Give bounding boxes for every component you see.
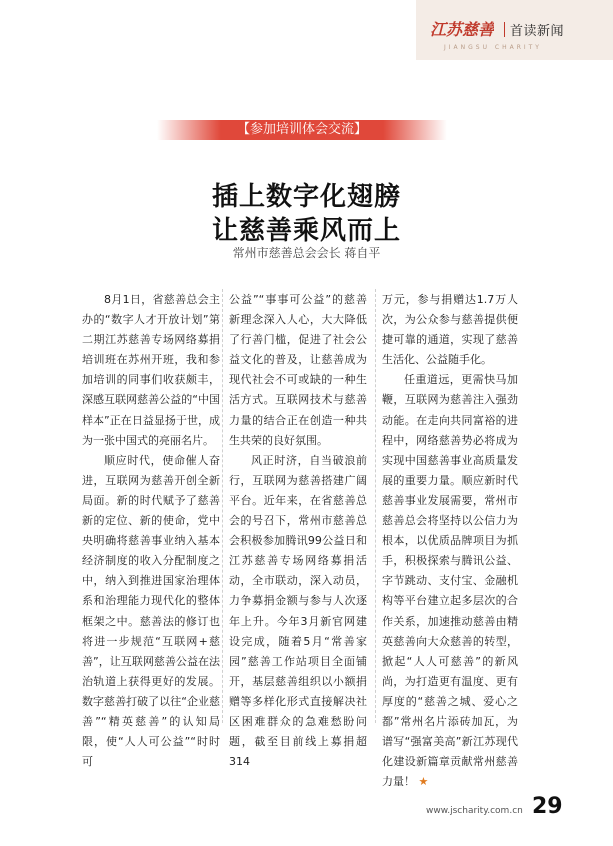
header-banner: [416, 0, 613, 60]
paragraph: [382, 370, 518, 792]
jiangsu-charity-logo: [430, 18, 494, 40]
end-star-icon: ★: [418, 775, 429, 789]
column-divider: [375, 289, 376, 723]
article-title-line-2: 让慈善乘风而上: [211, 216, 401, 246]
page-number: 29: [532, 794, 563, 819]
paragraph: 公益”“事事可公益”的慈善新理念深入人心，大大降低了行善门槛，促进了社会公益文化的普及，让慈善成为现代社会不可或缺的一种生活方式。互联网技术与慈善力量的结合正在创造一种共生共荣的良好氛围。: [229, 293, 367, 447]
article-column-2: [229, 290, 367, 772]
footer-url: www.jscharity.com.cn: [426, 806, 523, 816]
paragraph-text: 任重道远，更需快马加鞭，互联网为慈善注入强劲动能。在走向共同富裕的进程中，网络慈善势必将成为实现中国慈善事业高质量发展的重要力量。顺应新时代慈善事业发展需要，常州市慈善总会将坚持以公信力为根本，以优质品牌项目为抓手，积极探索与腾讯公益、字节跳动、支付宝、金融机构等平台建立起多层次的合作关系，加速推动慈善由精英慈善向大众慈善的转型，掀起“人人可慈善”的新风尚，为打造更有温度、更有厚度的“慈善之城、爱心之都”常州名片添砖加瓦，为谱写“强富美高”新江苏现代化建设新篇章贡献常州慈善力量！: [382, 373, 518, 789]
section-label: 首读新闻: [510, 24, 565, 39]
brand-romanized: JIANGSU CHARITY: [444, 44, 542, 51]
paragraph: 万元，参与捐赠达1.7万人次，为公众参与慈善提供便捷可靠的通道，实现了慈善生活化、公益随手化。: [382, 293, 518, 367]
article-column-1: [82, 290, 220, 772]
svg-text:江苏慈善: 江苏慈善: [430, 20, 494, 39]
article-author: 常州市慈善总会会长 蒋自平: [232, 246, 381, 260]
paragraph: 顺应时代，使命催人奋进，互联网为慈善开创全新局面。新的时代赋予了慈善新的定位、新的使命，党中央明确将慈善事业纳入基本经济制度的收入分配制度之中，纳入到推进国家治理体系和治理能力现代化的整体框架之中。慈善法的修订也将进一步规范“互联网+慈善”，让互联网慈善公益在法治轨道上获得更好的发展。数字慈善打破了以往“企业慈善”“精英慈善”的认知局限，使“人人可公益”“时时可: [82, 453, 220, 769]
article-column-3: [382, 290, 518, 792]
article-title-line-1: 插上数字化翅膀: [211, 182, 401, 212]
brand-divider: [504, 22, 505, 37]
paragraph: 8月1日，省慈善总会主办的“数字人才开放计划”第二期江苏慈善专场网络募捐培训班在苏州开班，我和参加培训的同事们收获颇丰，深感互联网慈善公益的“中国样本”正在日益显扬于世，成为一张中国式的亮丽名片。: [82, 293, 220, 447]
paragraph: 风正时济，自当破浪前行，互联网为慈善搭建广阔平台。近年来，在省慈善总会的号召下，常州市慈善总会积极参加腾讯99公益日和江苏慈善专场网络募捐活动，全市联动，深入动员，力争募捐金额与参与人次逐年上升。今年3月新官网建设完成，随着5月“常善家园”慈善工作站项目全面铺开，基层慈善组织以小额捐赠等多样化形式直接解决社区困难群众的急难愁盼问题，截至目前线上募捐超314: [229, 453, 367, 769]
column-divider: [222, 289, 223, 723]
category-tag: 【参加培训体会交流】: [157, 120, 447, 140]
